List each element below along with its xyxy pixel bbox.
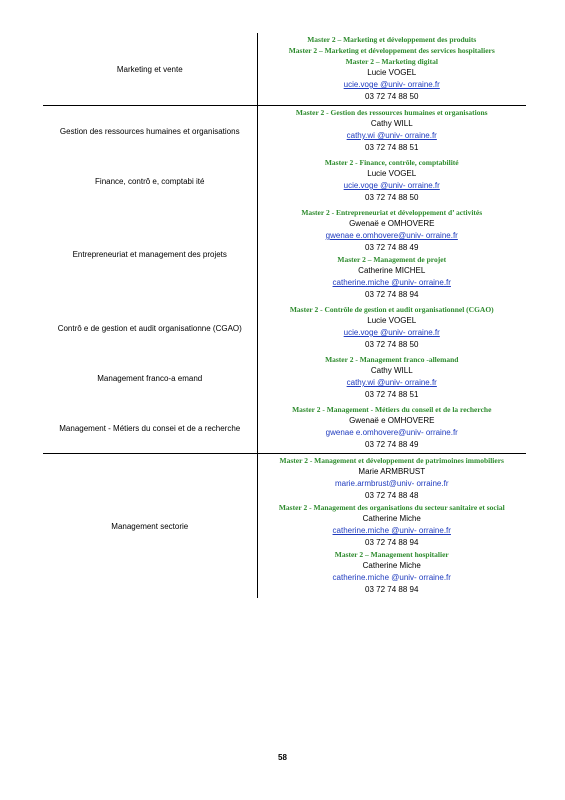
contact-name: Gwenaë e OMHOVERE bbox=[349, 219, 435, 228]
contact-name: Lucie VOGEL bbox=[367, 169, 417, 178]
table-row bbox=[43, 206, 526, 303]
program-list bbox=[257, 303, 526, 353]
program-list bbox=[257, 454, 526, 599]
program-title: Master 2 - Entrepreneuriat et développement d’ activités bbox=[301, 208, 483, 217]
program-title: Master 2 - Management des organisations du secteur sanitaire et social bbox=[278, 503, 505, 512]
row-label: Marketing et vente bbox=[43, 33, 257, 106]
program-title: Master 2 – Marketing et développement des produits bbox=[307, 35, 477, 44]
table-row bbox=[43, 454, 526, 599]
program-list bbox=[257, 403, 526, 454]
program-list bbox=[257, 33, 526, 106]
contact-email-link[interactable]: cathy.wi @univ- orraine.fr bbox=[346, 378, 437, 387]
contact-name: Lucie VOGEL bbox=[367, 68, 417, 77]
program-title: Master 2 - Gestion des ressources humaines et organisations bbox=[295, 108, 488, 117]
contact-name: Marie ARMBRUST bbox=[358, 467, 426, 476]
row-label: Management - Métiers du consei et de a recherche bbox=[43, 403, 257, 454]
contact-email-link[interactable]: cathy.wi @univ- orraine.fr bbox=[346, 131, 437, 140]
program-list bbox=[257, 206, 526, 303]
contact-email-link[interactable]: gwenae e.omhovere@univ- orraine.fr bbox=[325, 428, 458, 437]
program-list bbox=[257, 353, 526, 403]
contact-phone: 03 72 74 88 51 bbox=[365, 143, 419, 152]
row-label: Entrepreneuriat et management des projets bbox=[43, 206, 257, 303]
program-list bbox=[257, 156, 526, 206]
contact-phone: 03 72 74 88 50 bbox=[365, 340, 419, 349]
program-title: Master 2 - Management franco -allemand bbox=[325, 355, 459, 364]
row-label: Finance, contrô e, comptabi ité bbox=[43, 156, 257, 206]
program-list bbox=[257, 106, 526, 157]
table-row bbox=[43, 353, 526, 403]
contact-phone: 03 72 74 88 49 bbox=[365, 243, 419, 252]
program-title: Master 2 – Marketing et développement des services hospitaliers bbox=[288, 46, 495, 55]
contact-email-link[interactable]: ucie.voge @univ- orraine.fr bbox=[343, 181, 440, 190]
table-row bbox=[43, 303, 526, 353]
row-label: Gestion des ressources humaines et organisations bbox=[43, 106, 257, 157]
contact-email-link[interactable]: catherine.miche @univ- orraine.fr bbox=[332, 573, 451, 582]
row-label: Management sectorie bbox=[43, 454, 257, 599]
contact-phone: 03 72 74 88 48 bbox=[365, 491, 419, 500]
program-title: Master 2 – Marketing digital bbox=[345, 57, 438, 66]
contact-phone: 03 72 74 88 94 bbox=[365, 538, 419, 547]
program-title: Master 2 – Management hospitalier bbox=[334, 550, 449, 559]
table-row bbox=[43, 33, 526, 106]
contact-phone: 03 72 74 88 94 bbox=[365, 290, 419, 299]
contact-email-link[interactable]: catherine.miche @univ- orraine.fr bbox=[332, 278, 451, 287]
programs-table bbox=[43, 33, 526, 598]
contact-phone: 03 72 74 88 50 bbox=[365, 193, 419, 202]
table-row bbox=[43, 106, 526, 157]
contact-name: Catherine Miche bbox=[362, 514, 421, 523]
contact-name: Cathy WILL bbox=[370, 366, 413, 375]
contact-name: Catherine MICHEL bbox=[358, 266, 426, 275]
contact-email-link[interactable]: gwenae e.omhovere@univ- orraine.fr bbox=[325, 231, 458, 240]
contact-email-link[interactable]: ucie.voge @univ- orraine.fr bbox=[343, 328, 440, 337]
contact-phone: 03 72 74 88 50 bbox=[365, 92, 419, 101]
contact-email-link[interactable]: ucie.voge @univ- orraine.fr bbox=[343, 80, 440, 89]
contact-name: Catherine Miche bbox=[362, 561, 421, 570]
page-number: 58 bbox=[278, 753, 287, 762]
program-title: Master 2 - Management et développement de patrimoines immobiliers bbox=[279, 456, 504, 465]
program-title: Master 2 - Contrôle de gestion et audit organisationnel (CGAO) bbox=[289, 305, 494, 314]
contact-phone: 03 72 74 88 94 bbox=[365, 585, 419, 594]
contact-name: Gwenaë e OMHOVERE bbox=[349, 416, 435, 425]
contact-email-link[interactable]: catherine.miche @univ- orraine.fr bbox=[332, 526, 451, 535]
contact-name: Cathy WILL bbox=[370, 119, 413, 128]
contact-name: Lucie VOGEL bbox=[367, 316, 417, 325]
row-label: Management franco-a emand bbox=[43, 353, 257, 403]
contact-email-link[interactable]: marie.armbrust@univ- orraine.fr bbox=[335, 479, 449, 488]
contact-phone: 03 72 74 88 51 bbox=[365, 390, 419, 399]
table-row bbox=[43, 403, 526, 454]
program-title: Master 2 – Management de projet bbox=[337, 255, 447, 264]
program-title: Master 2 - Management - Métiers du conseil et de la recherche bbox=[292, 405, 492, 414]
contact-phone: 03 72 74 88 49 bbox=[365, 440, 419, 449]
row-label: Contrô e de gestion et audit organisationne (CGAO) bbox=[43, 303, 257, 353]
program-title: Master 2 - Finance, contrôle, comptabilité bbox=[324, 158, 459, 167]
table-row bbox=[43, 156, 526, 206]
